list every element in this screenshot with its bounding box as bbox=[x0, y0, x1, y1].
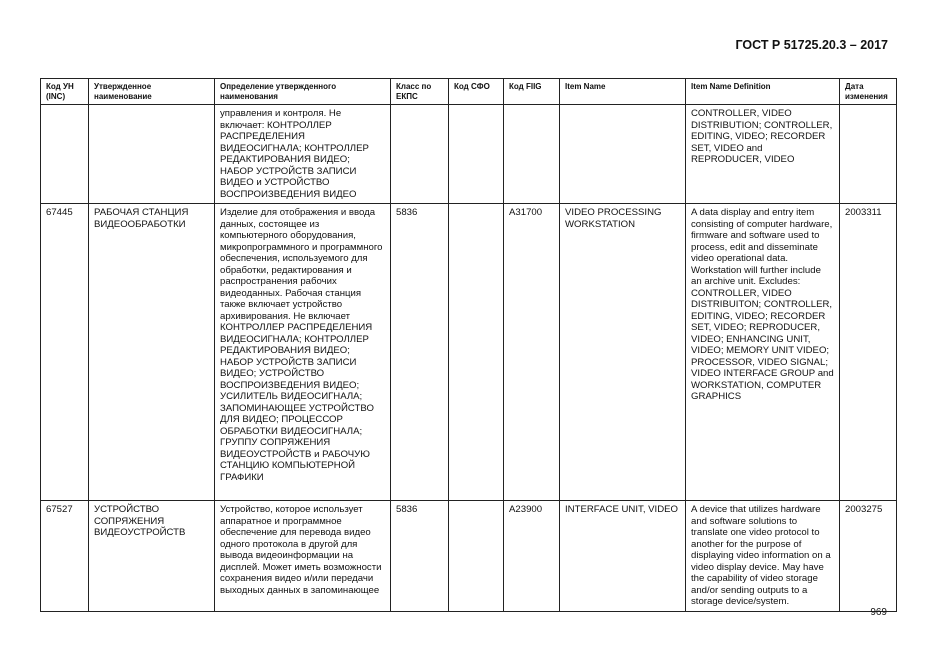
classification-table bbox=[40, 78, 897, 612]
cell-approved-name: УСТРОЙСТВО СОПРЯЖЕНИЯ ВИДЕОУСТРОЙСТВ bbox=[89, 501, 215, 612]
cell-inc bbox=[41, 105, 89, 204]
cell-class bbox=[391, 105, 449, 204]
column-header-sfo: Код СФО bbox=[449, 79, 504, 105]
cell-item-definition: A data display and entry item consisting of computer hardware, firmware and software used to process, edit and disseminate video operational data. Workstation will further include an archive unit. Excludes: CONTROLLER, VIDEO DISTRIBUITON; CONTROLLER, EDITING, VIDEO; RECORDER SET, VIDEO; REPRODUCER, VIDEO; ENHANCING UNIT, VIDEO; MEMORY UNIT VIDEO; PROCESSOR, VIDEO SIGNAL; VIDEO INTERFACE GROUP and WORKSTATION, COMPUTER GRAPHICS bbox=[686, 204, 840, 501]
column-header-item-definition: Item Name Definition bbox=[686, 79, 840, 105]
table-header-row bbox=[41, 79, 897, 105]
cell-date: 2003311 bbox=[840, 204, 897, 501]
cell-definition: управления и контроля. Не включает: КОНТРОЛЛЕР РАСПРЕДЕЛЕНИЯ ВИДЕОСИГНАЛА; КОНТРОЛЛЕР РЕДАКТИРОВАНИЯ ВИДЕО; НАБОР УСТРОЙСТВ ЗАПИСИ ВИДЕО и УСТРОЙСТВО ВОСПРОИЗВЕДЕНИЯ ВИДЕО bbox=[215, 105, 391, 204]
table-row bbox=[41, 501, 897, 612]
cell-fiig: A23900 bbox=[504, 501, 560, 612]
cell-inc: 67527 bbox=[41, 501, 89, 612]
cell-date bbox=[840, 105, 897, 204]
cell-item-definition: A device that utilizes hardware and software solutions to translate one video protocol to another for the purpose of displaying video information on a video display device. May have the capability of video storage and/or sending outputs to a storage device/system. bbox=[686, 501, 840, 612]
cell-sfo bbox=[449, 105, 504, 204]
cell-item-name bbox=[560, 105, 686, 204]
cell-approved-name bbox=[89, 105, 215, 204]
cell-sfo bbox=[449, 501, 504, 612]
document-standard-header: ГОСТ Р 51725.20.3 – 2017 bbox=[735, 38, 888, 52]
column-header-date: Дата изменения bbox=[840, 79, 897, 105]
column-header-class: Класс по ЕКПС bbox=[391, 79, 449, 105]
column-header-definition: Определение утвержденного наименования bbox=[215, 79, 391, 105]
cell-fiig bbox=[504, 105, 560, 204]
table-row bbox=[41, 204, 897, 501]
column-header-fiig: Код FIIG bbox=[504, 79, 560, 105]
cell-date: 2003275 bbox=[840, 501, 897, 612]
cell-fiig: A31700 bbox=[504, 204, 560, 501]
column-header-inc: Код УН (INC) bbox=[41, 79, 89, 105]
table-row bbox=[41, 105, 897, 204]
column-header-approved-name: Утвержденное наименование bbox=[89, 79, 215, 105]
cell-class: 5836 bbox=[391, 501, 449, 612]
cell-approved-name: РАБОЧАЯ СТАНЦИЯ ВИДЕООБРАБОТКИ bbox=[89, 204, 215, 501]
cell-item-definition: CONTROLLER, VIDEO DISTRIBUTION; CONTROLLER, EDITING, VIDEO; RECORDER SET, VIDEO and REPRODUCER, VIDEO bbox=[686, 105, 840, 204]
cell-sfo bbox=[449, 204, 504, 501]
cell-item-name: VIDEO PROCESSING WORKSTATION bbox=[560, 204, 686, 501]
cell-definition: Устройство, которое использует аппаратное и программное обеспечение для перевода видео одного протокола в другой для вывода видеоинформации на дисплей. Может иметь возможности сохранения видео и/или передачи выходных данных в запоминающее bbox=[215, 501, 391, 612]
cell-class: 5836 bbox=[391, 204, 449, 501]
page-number: 969 bbox=[870, 607, 887, 618]
cell-item-name: INTERFACE UNIT, VIDEO bbox=[560, 501, 686, 612]
cell-inc: 67445 bbox=[41, 204, 89, 501]
cell-definition: Изделие для отображения и ввода данных, состоящее из компьютерного оборудования, микропрограммного и программного обеспечения, используемого для обработки, редактирования и распространения рабочих видеоданных. Рабочая станция также включает устройство архивирования. Не включает КОНТРОЛЛЕР РАСПРЕДЕЛЕНИЯ ВИДЕОСИГНАЛА; КОНТРОЛЛЕР РЕДАКТИРОВАНИЯ ВИДЕО; НАБОР УСТРОЙСТВ ЗАПИСИ ВИДЕО; УСТРОЙСТВО ВОСПРОИЗВЕДЕНИЯ ВИДЕО; УСИЛИТЕЛЬ ВИДЕОСИГНАЛА; ЗАПОМИНАЮЩЕЕ УСТРОЙСТВО ДЛЯ ВИДЕО; ПРОЦЕССОР ОБРАБОТКИ ВИДЕОСИГНАЛА; ГРУППУ СОПРЯЖЕНИЯ ВИДЕОУСТРОЙСТВ и РАБОЧУЮ СТАНЦИЮ КОМПЬЮТЕРНОЙ ГРАФИКИ bbox=[215, 204, 391, 501]
column-header-item-name: Item Name bbox=[560, 79, 686, 105]
